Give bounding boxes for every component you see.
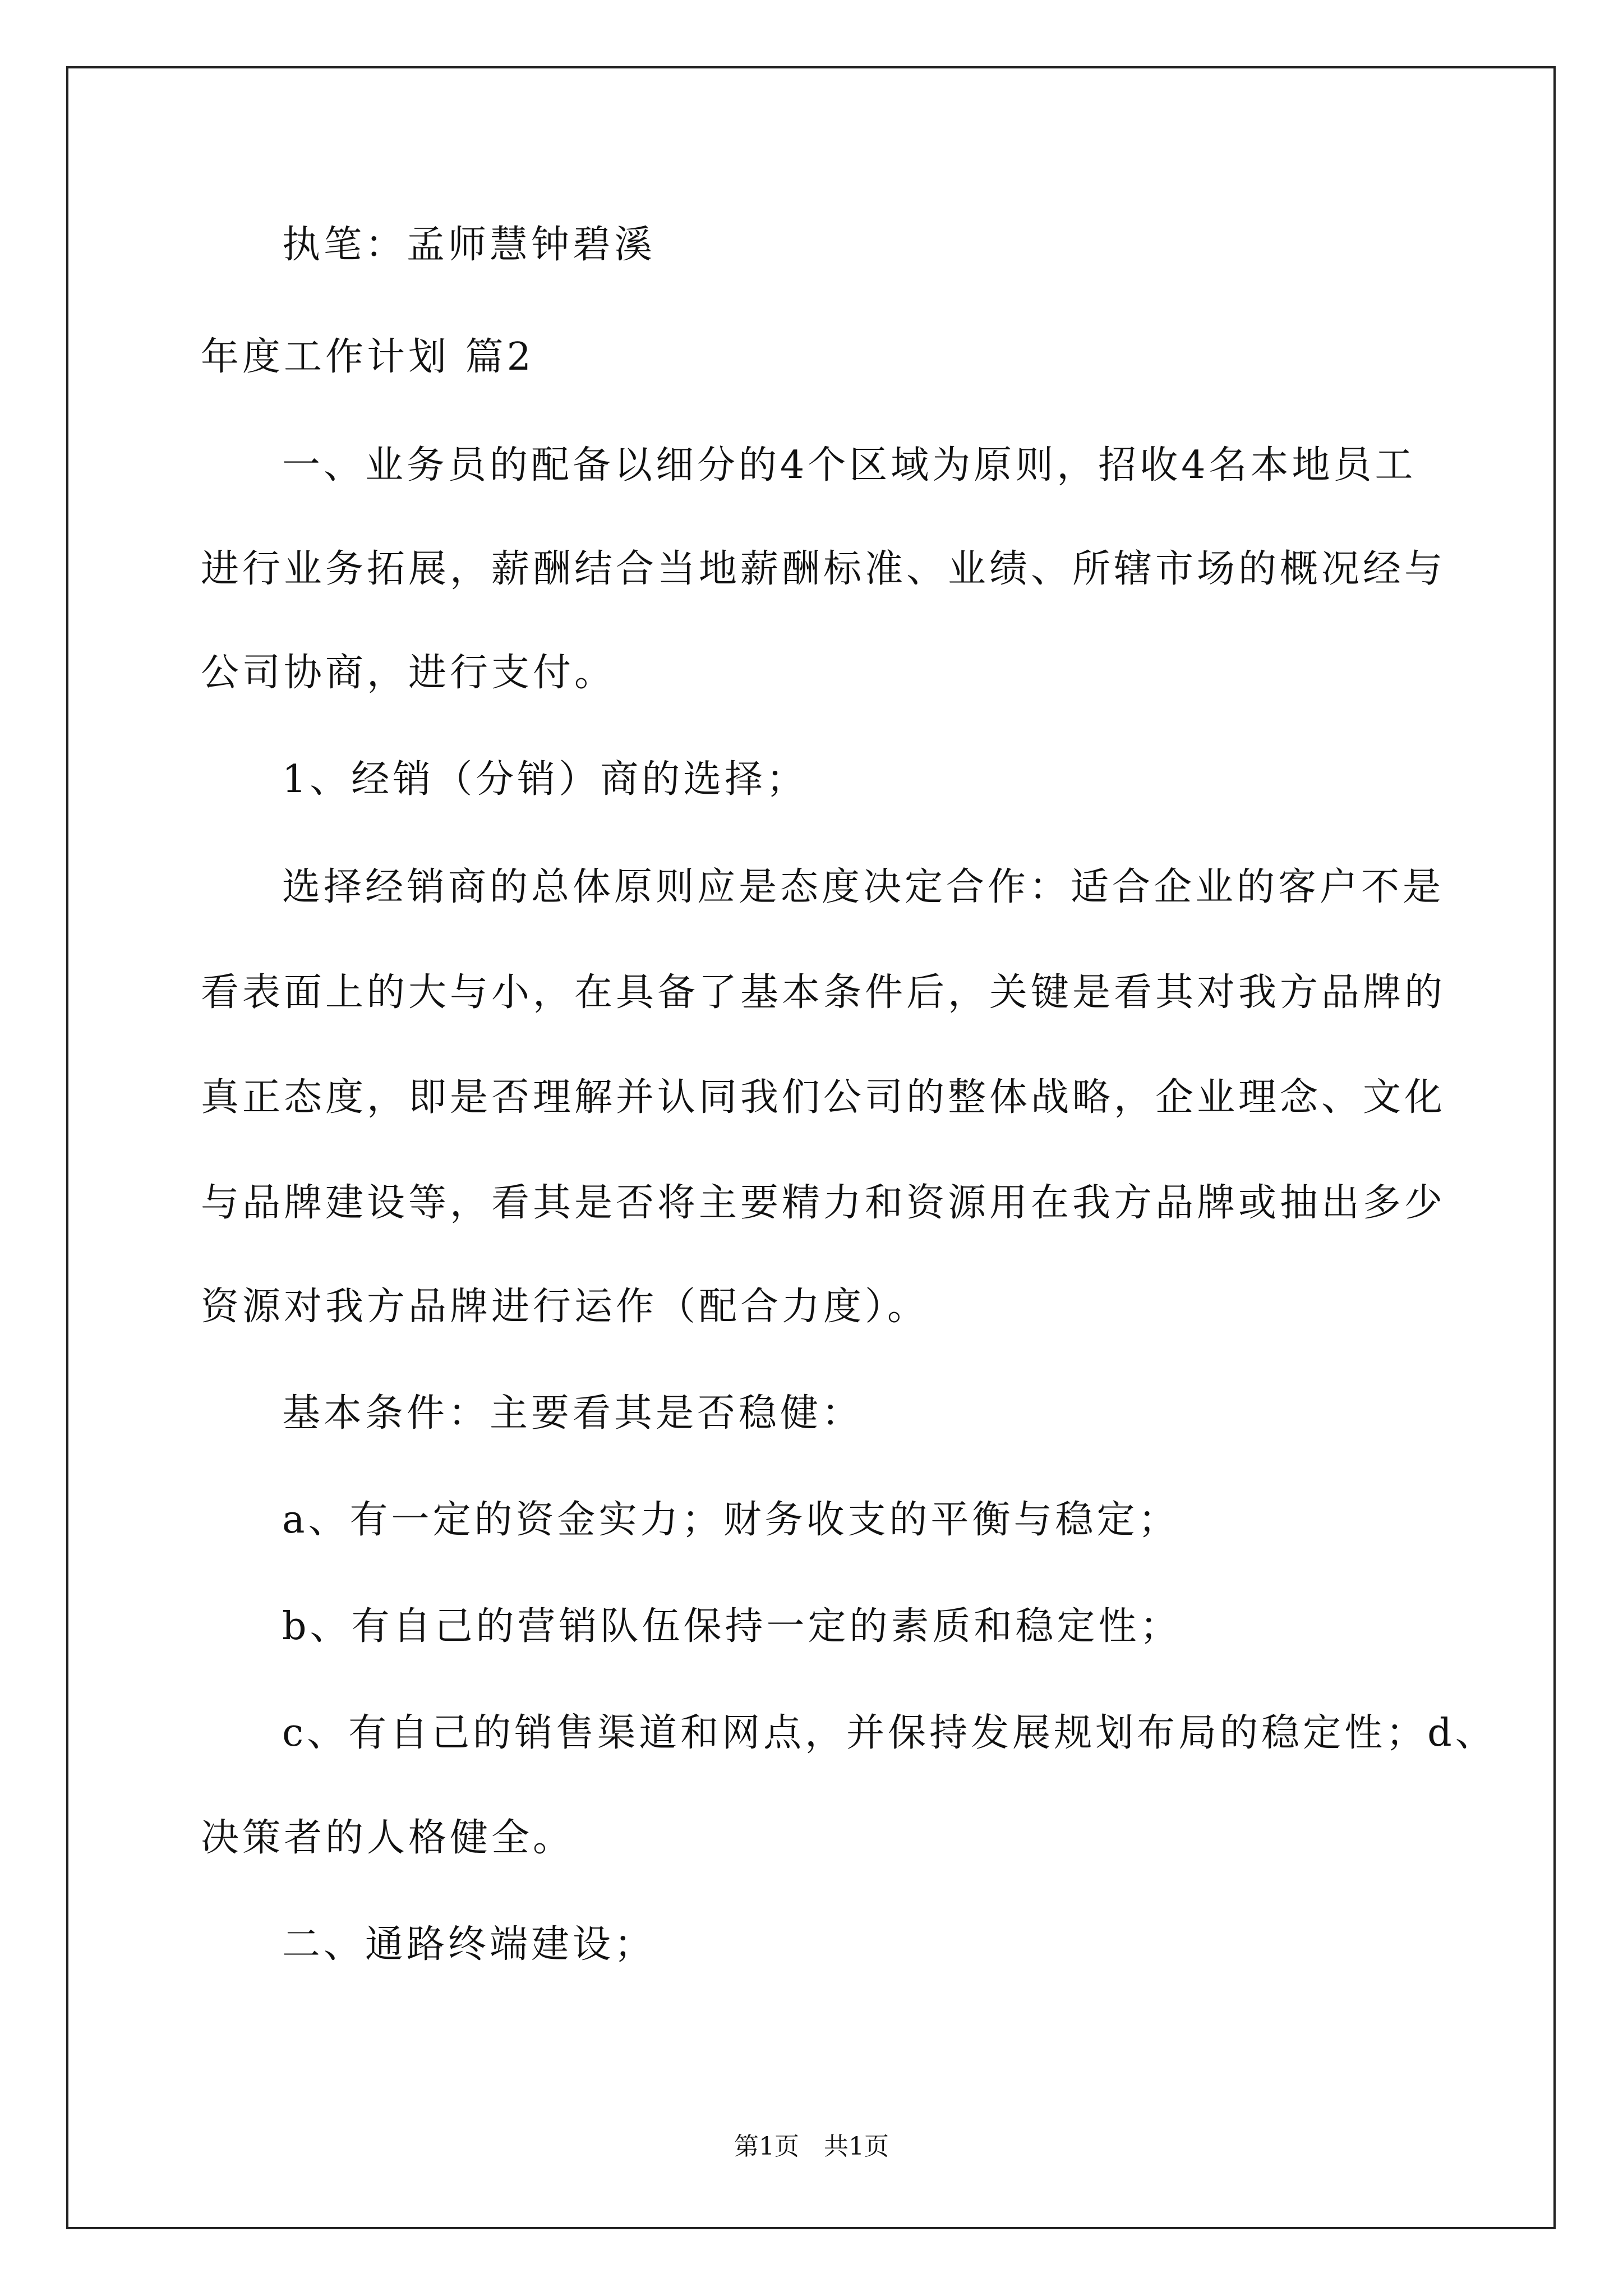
paragraph-line: 选择经销商的总体原则应是态度决定合作：适合企业的客户不是	[282, 865, 1445, 909]
paragraph-line: 决策者的人格健全。	[201, 1816, 575, 1860]
paragraph-line: 与品牌建设等，看其是否将主要精力和资源用在我方品牌或抽出多少	[201, 1181, 1446, 1225]
paragraph-line: 一、业务员的配备以细分的4个区域为原则，招收4名本地员工	[282, 443, 1417, 487]
paragraph-line: 基本条件：主要看其是否稳健：	[282, 1391, 864, 1435]
paragraph-line: 公司协商，进行支付。	[201, 651, 616, 695]
paragraph-line: 看表面上的大与小，在具备了基本条件后，关键是看其对我方品牌的	[201, 970, 1446, 1015]
page-footer: 第1页 共1页	[734, 2132, 889, 2161]
paragraph-line: 资源对我方品牌进行运作（配合力度）。	[201, 1285, 929, 1329]
paragraph-line: a、有一定的资金实力；财务收支的平衡与稳定；	[282, 1498, 1180, 1542]
page-border	[66, 66, 1556, 2229]
author-line: 执笔：孟师慧钟碧溪	[282, 223, 656, 267]
paragraph-line: 1、经销（分销）商的选择；	[282, 757, 808, 802]
paragraph-line: 进行业务拓展，薪酬结合当地薪酬标准、业绩、所辖市场的概况经与	[201, 547, 1446, 591]
paragraph-line: 二、通路终端建设；	[282, 1922, 656, 1967]
paragraph-line: 真正态度，即是否理解并认同我们公司的整体战略，企业理念、文化	[201, 1075, 1446, 1120]
section-heading: 年度工作计划 篇2	[201, 335, 534, 379]
paragraph-line: c、有自己的销售渠道和网点，并保持发展规划布局的稳定性；d、	[282, 1711, 1497, 1755]
paragraph-line: b、有自己的营销队伍保持一定的素质和稳定性；	[282, 1604, 1182, 1649]
